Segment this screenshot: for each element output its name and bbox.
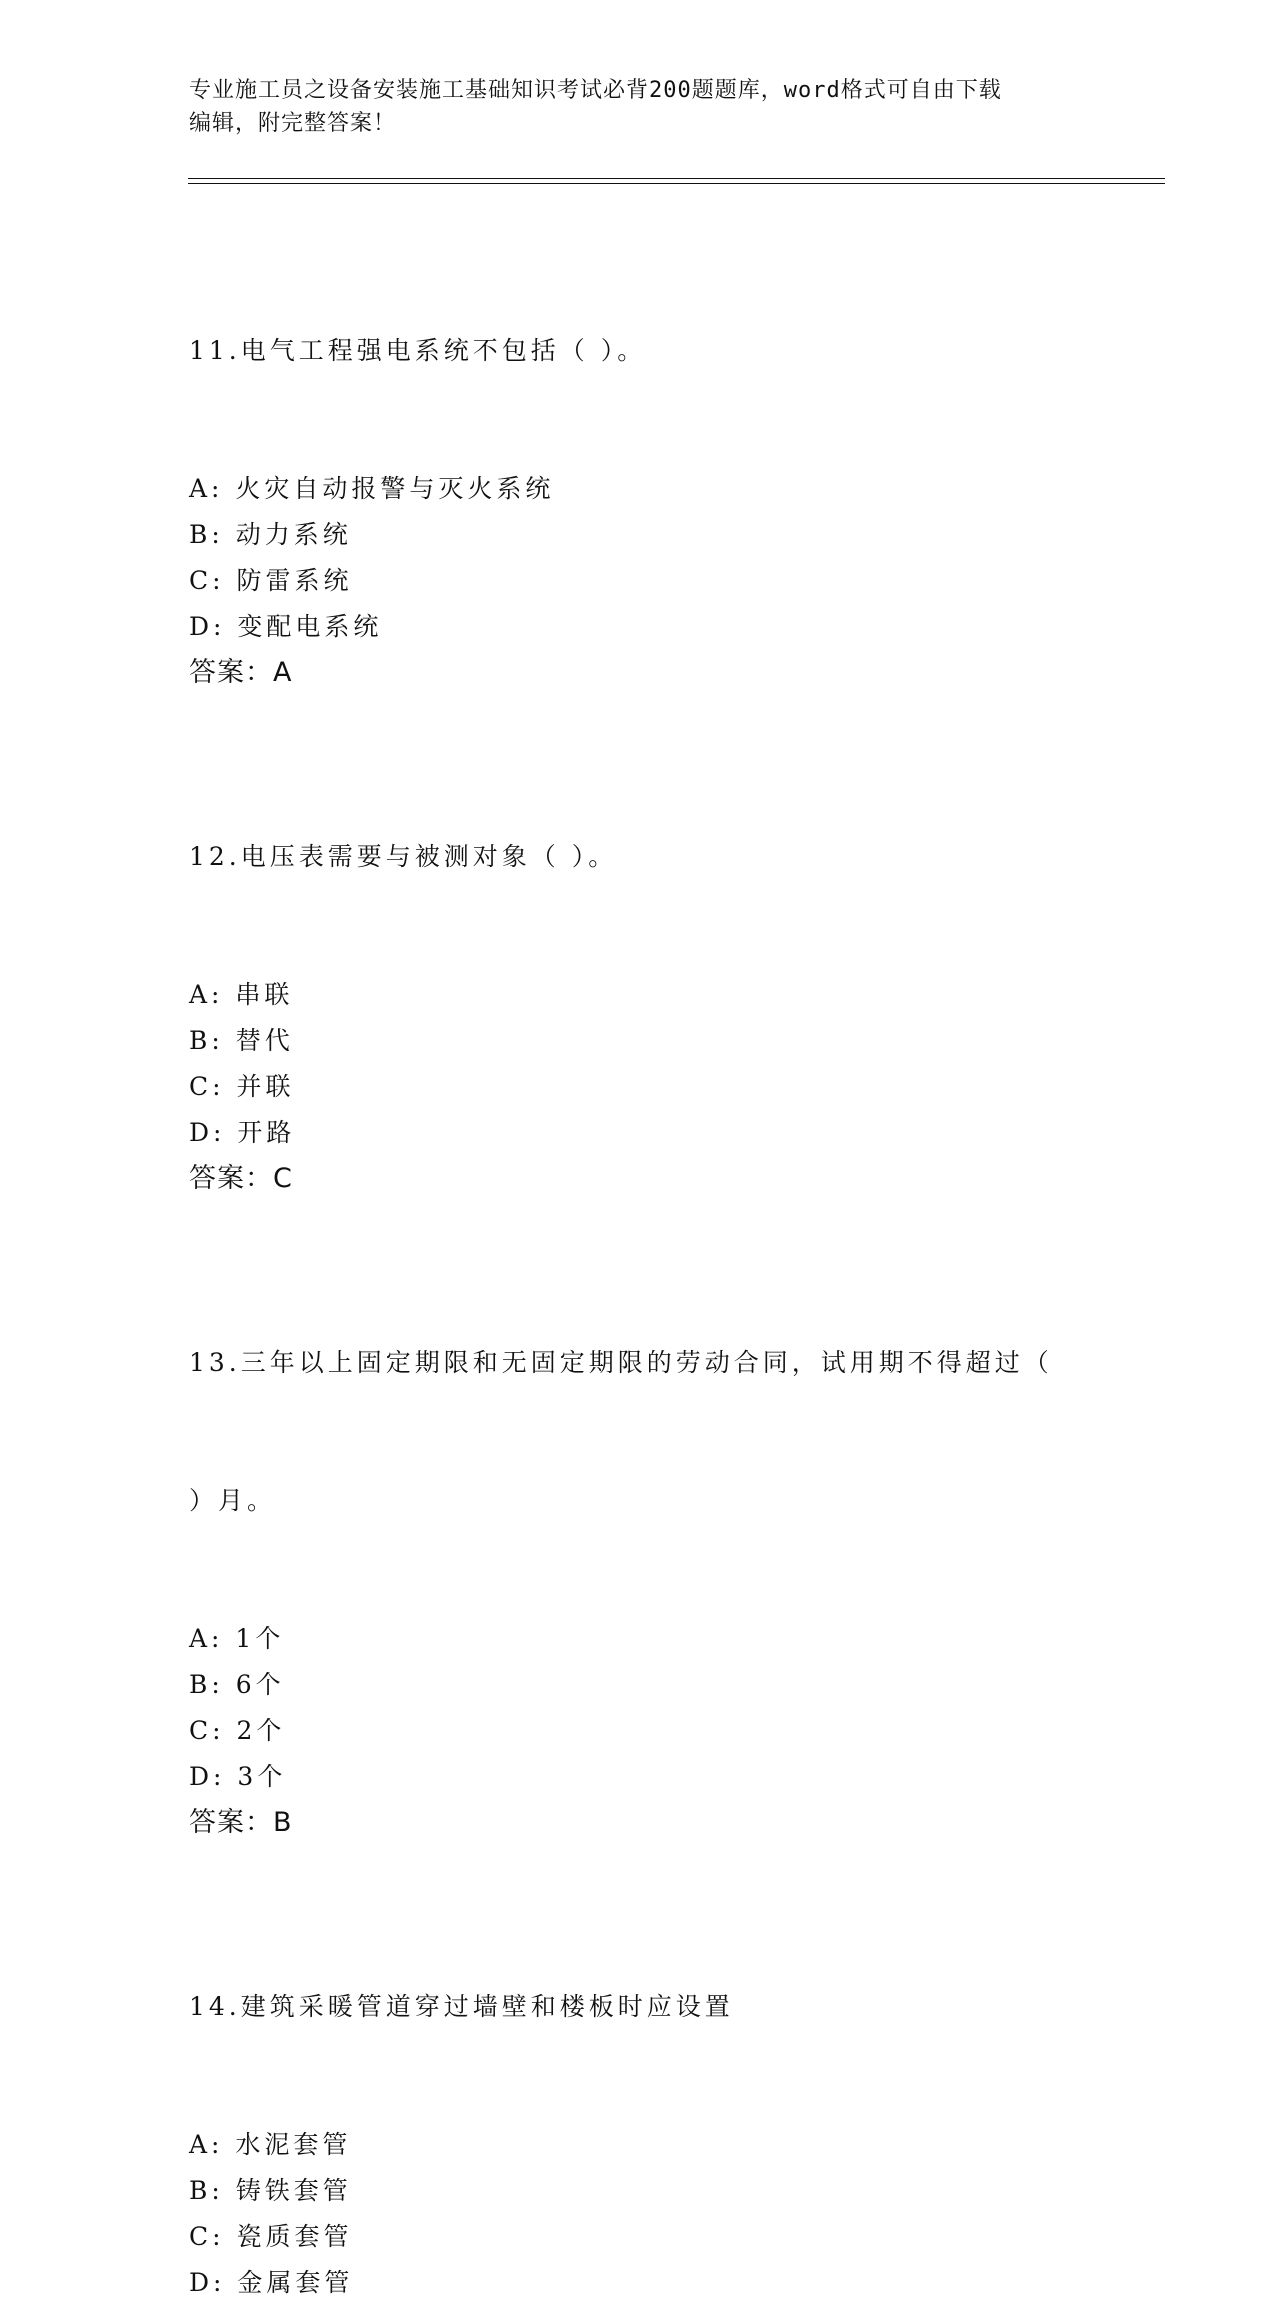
answer-line: 答案：C (189, 1163, 293, 1194)
option-b: B: 替代 (189, 1026, 294, 1055)
option-c: C: 瓷质套管 (189, 2222, 353, 2251)
answer-line: 答案：A (189, 657, 293, 688)
option-b: B: 6个 (189, 1670, 285, 1699)
question-text-line: 13.三年以上固定期限和无固定期限的劳动合同，试用期不得超过（ (189, 1348, 1053, 1377)
question-13 (189, 1248, 1089, 1892)
option-c: C: 2个 (189, 1716, 286, 1745)
option-c: C: 并联 (189, 1072, 295, 1101)
question-text-line: 14.建筑采暖管道穿过墙壁和楼板时应设置 (189, 1992, 734, 2021)
option-a: A: 火灾自动报警与灭火系统 (189, 474, 555, 503)
option-d: D: 金属套管 (189, 2268, 354, 2297)
question-text (189, 236, 1089, 466)
question-text-line: ）月。 (189, 1486, 277, 1515)
option-a: A: 串联 (189, 980, 294, 1009)
question-spacer (189, 1846, 1089, 1892)
question-text (189, 1892, 1089, 2122)
question-11 (189, 236, 1089, 742)
question-text-line: 12.电压表需要与被测对象（ ）。 (189, 842, 618, 871)
question-spacer (189, 1202, 1089, 1248)
option-b: B: 铸铁套管 (189, 2176, 352, 2205)
question-spacer (189, 696, 1089, 742)
document-header (189, 74, 1069, 140)
option-a: A: 1个 (189, 1624, 285, 1653)
question-12 (189, 742, 1089, 1248)
option-b: B: 动力系统 (189, 520, 352, 549)
option-c: C: 防雷系统 (189, 566, 353, 595)
question-list (189, 236, 1089, 2306)
header-divider-top (188, 178, 1165, 179)
header-line-2: 编辑，附完整答案！ (189, 111, 397, 136)
option-d: D: 变配电系统 (189, 612, 383, 641)
option-a: A: 水泥套管 (189, 2130, 352, 2159)
question-text (189, 742, 1089, 972)
question-14 (189, 1892, 1089, 2306)
option-d: D: 3个 (189, 1762, 287, 1791)
answer-line: 答案：B (189, 1807, 293, 1838)
question-text (189, 1248, 1089, 1616)
header-line-1: 专业施工员之设备安装施工基础知识考试必背200题题库，word格式可自由下载 (189, 78, 1002, 103)
question-text-line: 11.电气工程强电系统不包括（ ）。 (189, 336, 647, 365)
header-divider-bottom (188, 183, 1165, 184)
option-d: D: 开路 (189, 1118, 296, 1147)
